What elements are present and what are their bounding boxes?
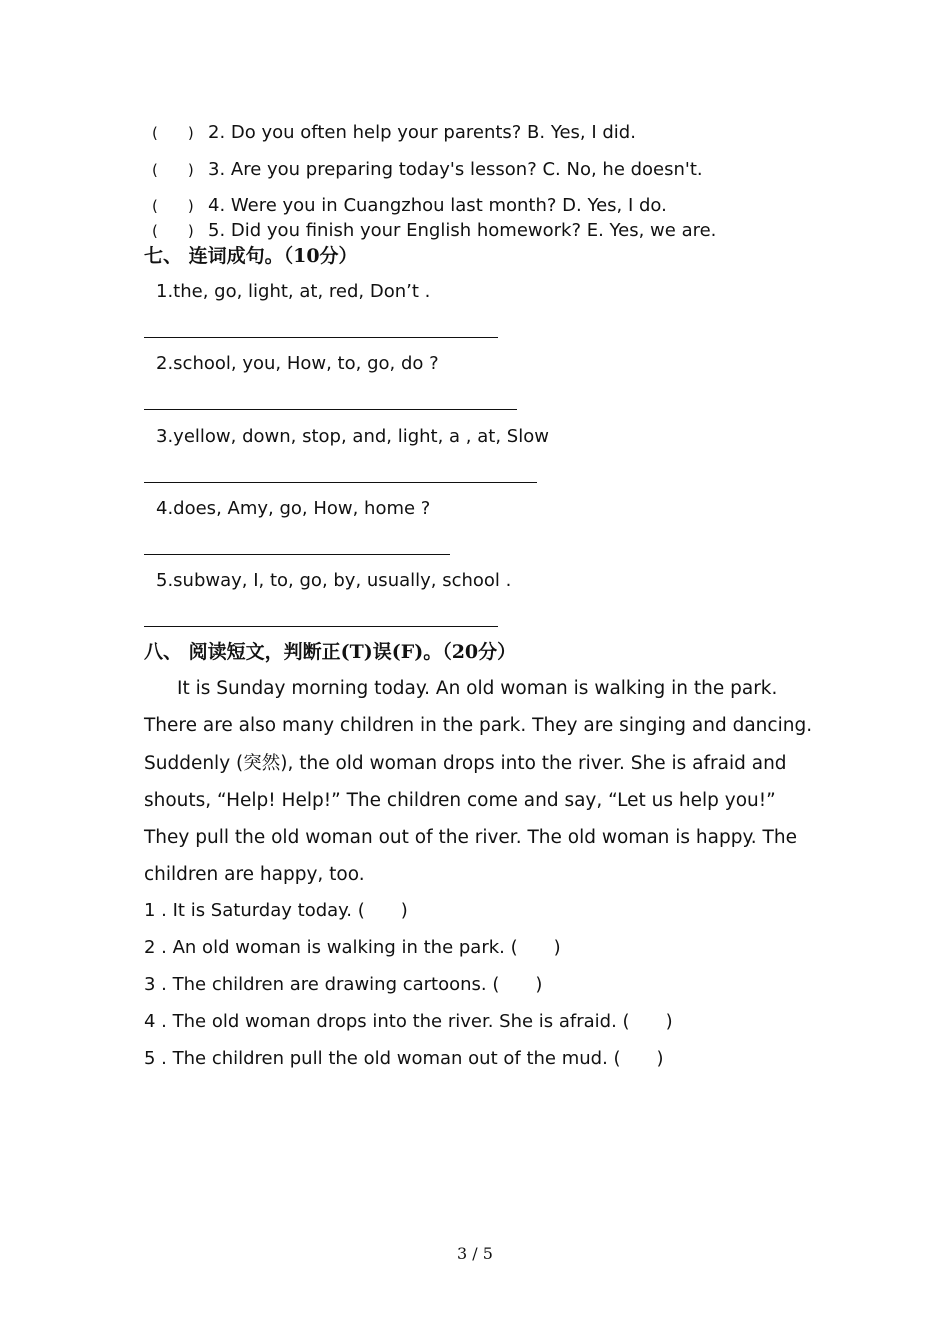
answer-paren[interactable]: ( ) [152,124,194,142]
true-false-statement[interactable]: 4 . The old woman drops into the river. She is afraid. ( ) [144,1011,673,1032]
true-false-statement[interactable]: 1 . It is Saturday today. ( ) [144,900,408,921]
answer-line[interactable] [144,482,537,483]
matching-item [152,122,636,144]
true-false-statement[interactable]: 3 . The children are drawing cartoons. ( ) [144,974,543,995]
answer-paren[interactable]: ( ) [152,222,194,240]
section-seven-title: 七、 连词成句。（10分） [144,245,358,267]
sentence-question: 2.school, you, How, to, go, do ? [156,353,439,374]
reading-passage [144,670,824,894]
answer-line[interactable] [144,409,517,410]
true-false-statement[interactable]: 5 . The children pull the old woman out of the mud. ( ) [144,1048,664,1069]
passage-text: It is Sunday morning today. An old woman is walking in the park. There are also many children in the park. They are singing and dancing. Suddenly (突然), the old woman drops into the river. She is afraid and shouts, “Help! Help!” The children come and say, “Let us help you!” They pull the old woman out of the river. The old woman is happy. The children are happy, too. [144,678,813,886]
page-number: 3 / 5 [457,1244,493,1263]
sentence-question: 4.does, Amy, go, How, home ? [156,498,431,519]
answer-paren[interactable]: ( ) [152,161,194,179]
matching-item [152,195,667,217]
matching-item [152,159,703,181]
sentence-question: 5.subway, I, to, go, by, usually, school . [156,570,512,591]
answer-line[interactable] [144,337,498,338]
matching-text: 5. Did you finish your English homework? E. Yes, we are. [208,220,717,241]
matching-text: 4. Were you in Cuangzhou last month? D. Yes, I do. [208,195,667,216]
sentence-question: 3.yellow, down, stop, and, light, a , at, Slow [156,426,549,447]
answer-line[interactable] [144,554,450,555]
answer-line[interactable] [144,626,498,627]
matching-item [152,220,716,242]
answer-paren[interactable]: ( ) [152,197,194,215]
section-eight-title: 八、 阅读短文，判断正(T)误(F)。（20分） [144,641,517,663]
true-false-statement[interactable]: 2 . An old woman is walking in the park. ( ) [144,937,561,958]
sentence-question: 1.the, go, light, at, red, Don’t . [156,281,431,302]
matching-text: 2. Do you often help your parents? B. Yes, I did. [208,122,636,143]
matching-text: 3. Are you preparing today's lesson? C. No, he doesn't. [208,159,703,180]
